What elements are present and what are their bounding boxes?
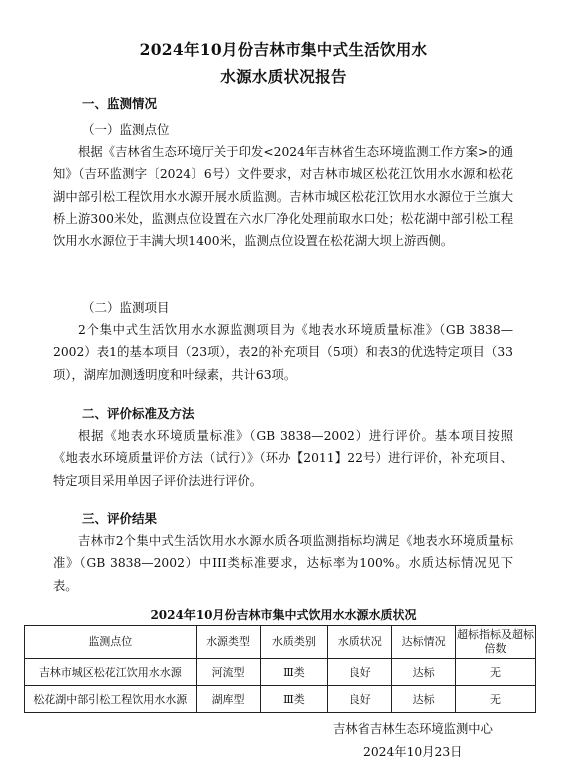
section3-heading: 三、评价结果 bbox=[82, 511, 158, 526]
table-row bbox=[25, 686, 536, 713]
water-quality-table bbox=[24, 625, 536, 713]
header-compliance: 达标情况 bbox=[392, 626, 456, 659]
header-quality-status: 水质状况 bbox=[328, 626, 392, 659]
section3-paragraph: 吉林市2个集中式生活饮用水水源水质各项监测指标均满足《地表水环境质量标准》（GB 3838—2002）中III类标准要求，达标率为100%。水质达标情况见下表。 bbox=[53, 534, 513, 593]
section1-paragraph1: 根据《吉林省生态环境厅关于印发<2024年吉林省生态环境监测工作方案>的通知》（吉环监测字〔2024〕6号）文件要求，对吉林市城区松花江饮用水水源和松花湖中部引松工程饮用水水源开展水质监测。吉林市城区松花江饮用水水源位于兰旗大桥上游300米处，监测点位设置在六水厂净化处理前取水口处；松花湖中部引松工程饮用水水源位于丰满大坝1400米，监测点位设置在松花湖大坝上游西侧。 bbox=[53, 145, 513, 249]
table-header-row bbox=[25, 626, 536, 659]
cell-exceedance: 无 bbox=[456, 659, 536, 686]
section1-sub1-heading: （一）监测点位 bbox=[82, 122, 170, 137]
cell-quality-class: Ⅲ类 bbox=[260, 659, 328, 686]
cell-quality-status: 良好 bbox=[328, 686, 392, 713]
cell-exceedance: 无 bbox=[456, 686, 536, 713]
header-quality-class: 水质类别 bbox=[260, 626, 328, 659]
cell-compliance: 达标 bbox=[392, 686, 456, 713]
section1-paragraph2: 2个集中式生活饮用水水源监测项目为《地表水环境质量标准》（GB 3838—2002）表1的基本项目（23项），表2的补充项目（5项）和表3的优选特定项目（33项），湖库加测透明度和叶绿素，共计63项。 bbox=[53, 323, 513, 382]
section1-sub2-heading: （二）监测项目 bbox=[82, 300, 170, 315]
signature-date: 2024年10月23日 bbox=[363, 745, 463, 759]
cell-site: 松花湖中部引松工程饮用水水源 bbox=[25, 686, 197, 713]
signature-organization: 吉林省吉林生态环境监测中心 bbox=[333, 722, 493, 736]
cell-quality-class: Ⅲ类 bbox=[260, 686, 328, 713]
report-title-line1: 2024年10月份吉林市集中式生活饮用水 bbox=[139, 40, 428, 59]
table-row bbox=[25, 659, 536, 686]
header-monitoring-site: 监测点位 bbox=[25, 626, 197, 659]
section1-heading: 一、监测情况 bbox=[82, 96, 158, 111]
cell-site: 吉林市城区松花江饮用水水源 bbox=[25, 659, 197, 686]
cell-source-type: 湖库型 bbox=[196, 686, 260, 713]
cell-source-type: 河流型 bbox=[196, 659, 260, 686]
cell-quality-status: 良好 bbox=[328, 659, 392, 686]
section2-paragraph: 根据《地表水环境质量标准》（GB 3838—2002）进行评价。基本项目按照《地表水环境质量评价方法（试行）》（环办【2011】22号）进行评价，补充项目、特定项目采用单因子评价法进行评价。 bbox=[53, 429, 513, 488]
header-exceedance: 超标指标及超标倍数 bbox=[456, 626, 536, 659]
cell-compliance: 达标 bbox=[392, 659, 456, 686]
table-caption: 2024年10月份吉林市集中式饮用水水源水质状况 bbox=[150, 608, 417, 622]
section2-heading: 二、评价标准及方法 bbox=[82, 406, 195, 421]
header-source-type: 水源类型 bbox=[196, 626, 260, 659]
report-title-line2: 水源水质状况报告 bbox=[220, 67, 347, 86]
